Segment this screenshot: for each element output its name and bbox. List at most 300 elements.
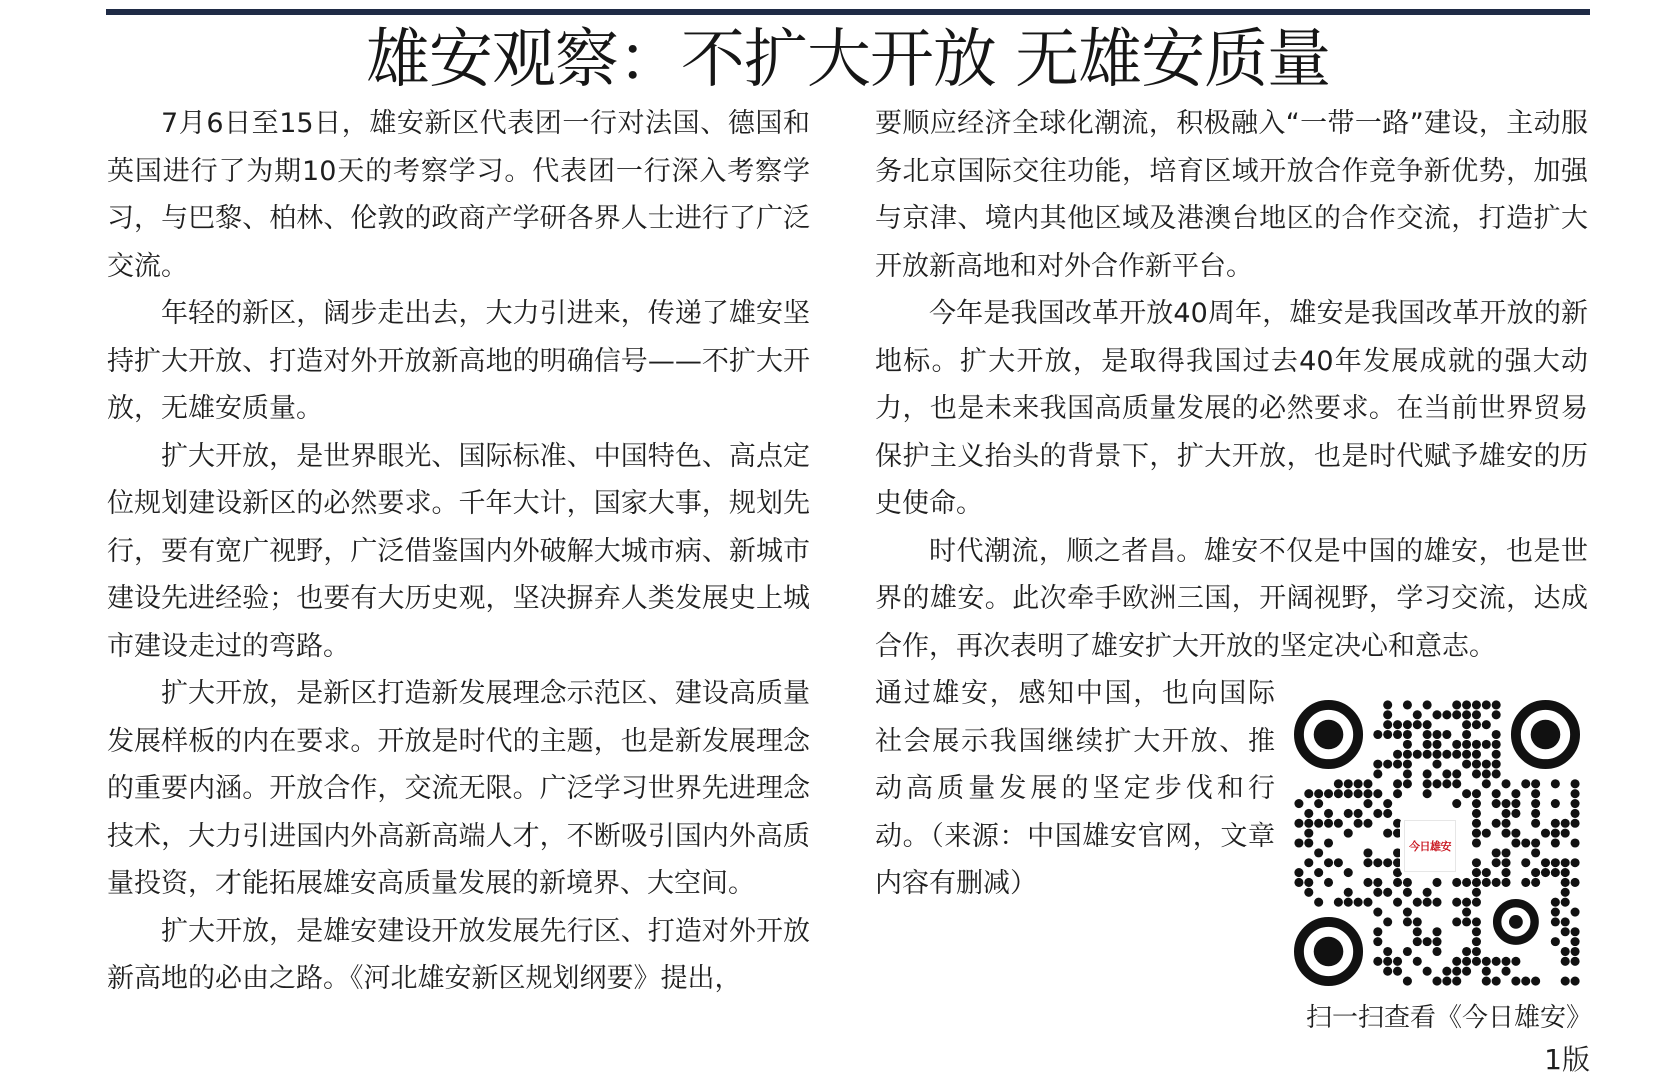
qr-module <box>1482 967 1491 976</box>
qr-module <box>1452 898 1461 907</box>
qr-module <box>1492 819 1501 828</box>
qr-module <box>1403 750 1412 759</box>
qr-module <box>1324 819 1333 828</box>
qr-module <box>1383 700 1392 709</box>
qr-module <box>1472 819 1481 828</box>
qr-module <box>1521 977 1530 986</box>
qr-module <box>1462 878 1471 887</box>
qr-module <box>1531 789 1540 798</box>
qr-module <box>1403 917 1412 926</box>
qr-module <box>1531 868 1540 877</box>
qr-module <box>1373 769 1382 778</box>
qr-module <box>1571 779 1580 788</box>
qr-module <box>1511 789 1520 798</box>
qr-finder-center <box>1531 720 1561 750</box>
qr-module <box>1373 858 1382 867</box>
qr-module <box>1383 730 1392 739</box>
qr-module <box>1432 977 1441 986</box>
qr-module <box>1492 750 1501 759</box>
qr-module <box>1334 779 1343 788</box>
closing-paragraph: 通过雄安，感知中国，也向国际社会展示我国继续扩大开放、推动高质量发展的坚定步伐和行动。（来源：中国雄安官网，文章内容有删减） <box>875 678 1275 899</box>
qr-module <box>1304 878 1313 887</box>
qr-module <box>1551 898 1560 907</box>
qr-module <box>1442 710 1451 719</box>
qr-module <box>1324 878 1333 887</box>
qr-module <box>1531 819 1540 828</box>
qr-module <box>1403 907 1412 916</box>
qr-module <box>1334 858 1343 867</box>
qr-module <box>1472 888 1481 897</box>
qr-module <box>1423 937 1432 946</box>
qr-module <box>1561 947 1570 956</box>
qr-module <box>1571 789 1580 798</box>
qr-module <box>1462 957 1471 966</box>
qr-module <box>1363 878 1372 887</box>
qr-module <box>1383 917 1392 926</box>
qr-module <box>1393 848 1402 857</box>
qr-module <box>1472 769 1481 778</box>
qr-module <box>1462 750 1471 759</box>
qr-module <box>1472 917 1481 926</box>
qr-module <box>1501 829 1510 838</box>
qr-module <box>1472 878 1481 887</box>
qr-finder-center <box>1314 720 1344 750</box>
qr-module <box>1462 789 1471 798</box>
qr-module <box>1472 750 1481 759</box>
qr-module <box>1462 730 1471 739</box>
qr-module <box>1501 779 1510 788</box>
qr-module <box>1383 720 1392 729</box>
qr-module <box>1462 917 1471 926</box>
qr-module <box>1551 907 1560 916</box>
qr-module <box>1393 789 1402 798</box>
paragraph: 7月6日至15日，雄安新区代表团一行对法国、德国和英国进行了为期10天的考察学习。代表团一行深入考察学习，与巴黎、柏林、伦敦的政商产学研各界人士进行了广泛交流。 <box>107 108 810 282</box>
qr-module <box>1472 957 1481 966</box>
qr-module <box>1304 789 1313 798</box>
qr-module <box>1462 967 1471 976</box>
qr-module <box>1304 829 1313 838</box>
qr-module <box>1423 700 1432 709</box>
qr-module <box>1551 858 1560 867</box>
qr-module <box>1492 977 1501 986</box>
qr-module <box>1501 799 1510 808</box>
qr-module <box>1472 799 1481 808</box>
qr-module <box>1551 779 1560 788</box>
qr-module <box>1511 977 1520 986</box>
qr-module <box>1413 750 1422 759</box>
qr-module <box>1393 868 1402 877</box>
qr-module <box>1452 917 1461 926</box>
qr-module <box>1383 947 1392 956</box>
qr-module <box>1551 799 1560 808</box>
article-headline: 雄安观察：不扩大开放 无雄安质量 <box>365 23 1331 97</box>
qr-module <box>1561 878 1570 887</box>
qr-module <box>1521 858 1530 867</box>
qr-module <box>1354 809 1363 818</box>
qr-module <box>1472 720 1481 729</box>
qr-module <box>1492 730 1501 739</box>
qr-module <box>1363 789 1372 798</box>
qr-module <box>1511 957 1520 966</box>
qr-module <box>1452 740 1461 749</box>
qr-module <box>1432 740 1441 749</box>
paragraph: 扩大开放，是新区打造新发展理念示范区、建设高质量发展样板的内在要求。开放是时代的主题，也是新发展理念的重要内涵。开放合作，交流无限。广泛学习世界先进理念技术，大力引进国内外高新高端人才，不断吸引国内外高质量投资，才能拓展雄安高质量发展的新境界、大空间。 <box>107 678 810 899</box>
qr-module <box>1363 898 1372 907</box>
qr-module <box>1492 710 1501 719</box>
qr-module <box>1373 907 1382 916</box>
qr-module <box>1383 799 1392 808</box>
qr-module <box>1344 898 1353 907</box>
qr-module <box>1571 927 1580 936</box>
qr-module <box>1482 779 1491 788</box>
qr-module <box>1561 829 1570 838</box>
qr-module <box>1531 809 1540 818</box>
qr-module <box>1462 898 1471 907</box>
qr-module <box>1442 977 1451 986</box>
qr-module <box>1571 878 1580 887</box>
qr-module <box>1442 750 1451 759</box>
qr-module <box>1561 957 1570 966</box>
qr-module <box>1403 760 1412 769</box>
qr-module <box>1294 799 1303 808</box>
qr-module <box>1482 700 1491 709</box>
qr-module <box>1423 888 1432 897</box>
qr-module <box>1492 700 1501 709</box>
qr-module <box>1393 898 1402 907</box>
qr-module <box>1393 967 1402 976</box>
qr-module <box>1314 898 1323 907</box>
qr-module <box>1442 769 1451 778</box>
qr-module <box>1403 888 1412 897</box>
qr-module <box>1501 819 1510 828</box>
qr-module <box>1462 760 1471 769</box>
qr-module <box>1383 858 1392 867</box>
qr-module <box>1432 927 1441 936</box>
qr-module <box>1571 838 1580 847</box>
qr-module <box>1452 799 1461 808</box>
qr-module <box>1501 848 1510 857</box>
qr-module <box>1393 957 1402 966</box>
qr-module <box>1324 789 1333 798</box>
qr-module <box>1373 937 1382 946</box>
qr-module <box>1403 700 1412 709</box>
qr-module <box>1354 898 1363 907</box>
qr-module <box>1472 927 1481 936</box>
qr-module <box>1462 907 1471 916</box>
qr-module <box>1294 878 1303 887</box>
qr-module <box>1423 898 1432 907</box>
qr-module <box>1492 740 1501 749</box>
qr-module <box>1354 779 1363 788</box>
page-number: 1版 <box>1544 1043 1590 1076</box>
qr-module <box>1373 809 1382 818</box>
qr-module <box>1423 740 1432 749</box>
qr-module <box>1432 710 1441 719</box>
qr-module <box>1403 977 1412 986</box>
qr-module <box>1403 769 1412 778</box>
qr-module <box>1383 809 1392 818</box>
qr-module <box>1344 829 1353 838</box>
qr-module <box>1482 760 1491 769</box>
qr-module <box>1413 898 1422 907</box>
qr-module <box>1413 957 1422 966</box>
qr-module <box>1551 829 1560 838</box>
qr-module <box>1314 789 1323 798</box>
qr-module <box>1393 779 1402 788</box>
qr-module <box>1432 937 1441 946</box>
qr-module <box>1373 957 1382 966</box>
qr-module <box>1482 957 1491 966</box>
qr-module <box>1511 799 1520 808</box>
qr-module <box>1472 710 1481 719</box>
top-rule <box>106 9 1590 15</box>
qr-module <box>1571 947 1580 956</box>
qr-module <box>1561 917 1570 926</box>
qr-module <box>1482 769 1491 778</box>
qr-module <box>1393 720 1402 729</box>
qr-module <box>1432 947 1441 956</box>
qr-module <box>1511 838 1520 847</box>
qr-module <box>1423 730 1432 739</box>
qr-module <box>1373 888 1382 897</box>
qr-alignment-center <box>1509 915 1523 929</box>
qr-module <box>1561 927 1570 936</box>
qr-module <box>1472 898 1481 907</box>
qr-module <box>1452 878 1461 887</box>
qr-module <box>1314 799 1323 808</box>
paragraph: 今年是我国改革开放40周年，雄安是我国改革开放的新地标。扩大开放，是取得我国过去40年发展成就的强大动力，也是未来我国高质量发展的必然要求。在当前世界贸易保护主义抬头的背景下，扩大开放，也是时代赋予雄安的历史使命。 <box>875 298 1588 519</box>
qr-module <box>1304 809 1313 818</box>
qr-module <box>1492 769 1501 778</box>
qr-module <box>1432 878 1441 887</box>
qr-module <box>1501 878 1510 887</box>
qr-module <box>1482 868 1491 877</box>
qr-module <box>1551 868 1560 877</box>
paragraph: 时代潮流，顺之者昌。雄安不仅是中国的雄安，也是世界的雄安。此次牵手欧洲三国，开阔视野，学习交流，达成合作，再次表明了雄安扩大开放的坚定决心和意志。 <box>875 535 1588 662</box>
qr-module <box>1571 937 1580 946</box>
qr-module <box>1393 730 1402 739</box>
qr-code-block[interactable] <box>1284 700 1590 990</box>
qr-module <box>1501 957 1510 966</box>
qr-module <box>1383 710 1392 719</box>
qr-module <box>1511 809 1520 818</box>
qr-module <box>1403 720 1412 729</box>
qr-module <box>1363 819 1372 828</box>
qr-module <box>1472 858 1481 867</box>
qr-module <box>1383 967 1392 976</box>
qr-module <box>1403 947 1412 956</box>
qr-module <box>1393 750 1402 759</box>
qr-module <box>1531 848 1540 857</box>
qr-module <box>1304 838 1313 847</box>
qr-module <box>1294 868 1303 877</box>
qr-module <box>1294 819 1303 828</box>
qr-module <box>1393 878 1402 887</box>
qr-module <box>1472 809 1481 818</box>
qr-module <box>1442 730 1451 739</box>
qr-module <box>1373 789 1382 798</box>
qr-module <box>1452 967 1461 976</box>
qr-module <box>1393 819 1402 828</box>
qr-caption: 扫一扫查看《今日雄安》 <box>1305 1003 1592 1033</box>
qr-module <box>1432 730 1441 739</box>
qr-module <box>1324 809 1333 818</box>
qr-module <box>1551 838 1560 847</box>
qr-module <box>1432 760 1441 769</box>
qr-module <box>1452 750 1461 759</box>
qr-module <box>1482 829 1491 838</box>
qr-module <box>1462 700 1471 709</box>
qr-module <box>1462 710 1471 719</box>
qr-module <box>1432 898 1441 907</box>
qr-module <box>1432 779 1441 788</box>
qr-module <box>1403 779 1412 788</box>
qr-module <box>1354 789 1363 798</box>
qr-module <box>1423 720 1432 729</box>
qr-module <box>1304 888 1313 897</box>
qr-module <box>1344 809 1353 818</box>
qr-module <box>1304 819 1313 828</box>
qr-module <box>1501 967 1510 976</box>
qr-module <box>1531 838 1540 847</box>
qr-module <box>1531 779 1540 788</box>
qr-module <box>1571 858 1580 867</box>
qr-module <box>1462 947 1471 956</box>
qr-module <box>1423 789 1432 798</box>
qr-module <box>1571 907 1580 916</box>
qr-module <box>1571 819 1580 828</box>
qr-module <box>1344 779 1353 788</box>
qr-module <box>1314 848 1323 857</box>
qr-finder-center <box>1314 937 1344 967</box>
qr-module <box>1571 809 1580 818</box>
paragraph: 扩大开放，是世界眼光、国际标准、中国特色、高点定位规划建设新区的必然要求。千年大计，国家大事，规划先行，要有宽广视野，广泛借鉴国内外破解大城市病、新城市建设先进经验；也要有大历史观，坚决摒弃人类发展史上城市建设走过的弯路。 <box>107 440 810 662</box>
qr-module <box>1324 838 1333 847</box>
qr-module <box>1383 888 1392 897</box>
qr-module <box>1324 858 1333 867</box>
qr-module <box>1492 858 1501 867</box>
qr-module <box>1551 917 1560 926</box>
qr-module <box>1442 967 1451 976</box>
qr-module <box>1482 878 1491 887</box>
qr-module <box>1492 848 1501 857</box>
qr-module <box>1492 760 1501 769</box>
qr-module <box>1492 799 1501 808</box>
qr-module <box>1452 957 1461 966</box>
right-column <box>875 100 1588 670</box>
qr-module <box>1492 878 1501 887</box>
qr-module <box>1373 927 1382 936</box>
qr-module <box>1354 819 1363 828</box>
qr-module <box>1334 819 1343 828</box>
qr-module <box>1452 977 1461 986</box>
qr-module <box>1561 858 1570 867</box>
qr-module <box>1561 977 1570 986</box>
qr-module <box>1452 779 1461 788</box>
qr-module <box>1531 878 1540 887</box>
qr-module <box>1423 750 1432 759</box>
qr-module <box>1462 720 1471 729</box>
qr-module <box>1432 750 1441 759</box>
qr-module <box>1334 898 1343 907</box>
qr-module <box>1571 957 1580 966</box>
qr-module <box>1393 858 1402 867</box>
qr-logo <box>1402 818 1458 874</box>
qr-module <box>1452 710 1461 719</box>
qr-module <box>1413 927 1422 936</box>
qr-module <box>1472 829 1481 838</box>
qr-module <box>1344 789 1353 798</box>
qr-module <box>1541 868 1550 877</box>
qr-module <box>1501 809 1510 818</box>
qr-module <box>1403 730 1412 739</box>
qr-module <box>1501 868 1510 877</box>
qr-module <box>1472 740 1481 749</box>
qr-module <box>1383 957 1392 966</box>
qr-logo-label: 今日雄安 <box>1404 820 1456 872</box>
qr-module <box>1492 789 1501 798</box>
qr-module <box>1521 838 1530 847</box>
qr-module <box>1561 888 1570 897</box>
qr-module <box>1472 789 1481 798</box>
qr-module <box>1472 760 1481 769</box>
qr-module <box>1561 898 1570 907</box>
qr-module <box>1344 888 1353 897</box>
qr-module <box>1561 819 1570 828</box>
left-column <box>107 100 810 1003</box>
qr-module <box>1363 799 1372 808</box>
qr-module <box>1571 977 1580 986</box>
qr-module <box>1423 967 1432 976</box>
qr-module <box>1531 977 1540 986</box>
qr-module <box>1472 937 1481 946</box>
qr-module <box>1423 779 1432 788</box>
qr-module <box>1383 829 1392 838</box>
qr-module <box>1571 799 1580 808</box>
qr-module <box>1403 740 1412 749</box>
qr-module <box>1363 858 1372 867</box>
qr-module <box>1442 779 1451 788</box>
qr-module <box>1294 838 1303 847</box>
qr-module <box>1472 868 1481 877</box>
qr-module <box>1413 917 1422 926</box>
qr-module <box>1393 829 1402 838</box>
qr-module <box>1482 720 1491 729</box>
qr-module <box>1373 730 1382 739</box>
qr-module <box>1304 858 1313 867</box>
qr-module <box>1561 868 1570 877</box>
qr-module <box>1334 789 1343 798</box>
qr-module <box>1551 819 1560 828</box>
qr-module <box>1413 710 1422 719</box>
qr-module <box>1521 878 1530 887</box>
paragraph: 年轻的新区，阔步走出去，大力引进来，传递了雄安坚持扩大开放、打造对外开放新高地的明确信号——不扩大开放，无雄安质量。 <box>107 298 810 424</box>
qr-module <box>1492 957 1501 966</box>
qr-module <box>1472 700 1481 709</box>
qr-module <box>1462 740 1471 749</box>
qr-module <box>1482 740 1491 749</box>
qr-module <box>1511 829 1520 838</box>
qr-module <box>1452 769 1461 778</box>
qr-module <box>1551 937 1560 946</box>
paragraph: 扩大开放，是雄安建设开放发展先行区、打造对外开放新高地的必由之路。《河北雄安新区规划纲要》提出， <box>107 915 810 994</box>
qr-module <box>1314 868 1323 877</box>
qr-module <box>1413 937 1422 946</box>
qr-module <box>1373 878 1382 887</box>
qr-module <box>1413 720 1422 729</box>
qr-module <box>1472 838 1481 847</box>
qr-module <box>1363 848 1372 857</box>
